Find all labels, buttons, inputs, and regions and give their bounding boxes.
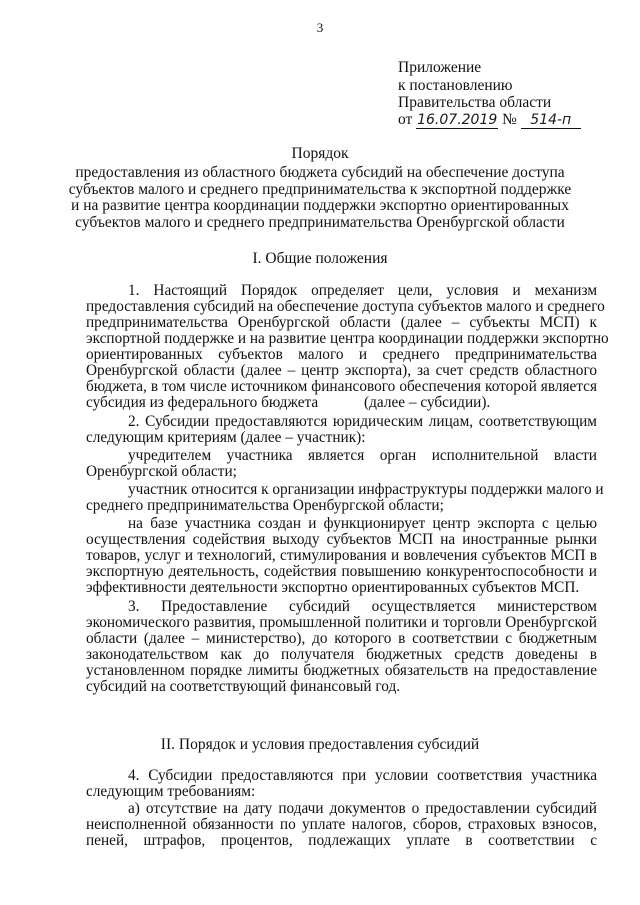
text-line: бюджета, в том числе источником финансового обеспечения которой является <box>86 378 597 395</box>
handwritten-number: 514-п <box>521 112 581 129</box>
section-heading: II. Порядок и условия предоставления субсидий <box>160 736 480 753</box>
text-line: предоставления субсидий на обеспечение доступа субъектов малого и среднего <box>86 298 605 315</box>
text-line: 2. Субсидии предоставляются юридическим лицам, соответствующим <box>128 413 597 430</box>
document-title: Порядок <box>291 145 349 162</box>
appendix-line-1: Приложение <box>398 59 482 76</box>
section-heading: I. Общие положения <box>252 250 388 267</box>
text-line: на базе участника создан и функционирует центр экспорта с целью <box>128 515 597 532</box>
paragraph-1 <box>86 282 609 411</box>
text-line: среднего предпринимательства Оренбургской области; <box>86 497 444 514</box>
appendix-line-3: Правительства области <box>398 94 552 111</box>
page-number: 3 <box>316 20 324 35</box>
title-line: субъектов малого и среднего предпринимательства к экспортной поддержке <box>68 181 572 198</box>
criterion-3 <box>86 516 597 596</box>
text-line: субсидий на соответствующий финансовый год. <box>86 678 401 695</box>
text-line: следующим требованиям: <box>86 783 256 800</box>
text-line: 3. Предоставление субсидий осуществляется министерством <box>128 598 597 615</box>
text-line: Оренбургской области (далее – центр экспорта), за счет средств областного <box>86 362 597 379</box>
title-line: и на развитие центра координации поддержки экспортно ориентированных <box>71 197 569 214</box>
text-line: участник относится к организации инфраструктуры поддержки малого и <box>128 481 604 498</box>
appendix-date-line <box>398 112 581 129</box>
text-line: эффективности деятельности экспортно ориентированных субъектов МСП. <box>86 579 580 596</box>
text-line: законодательством как до получателя бюджетных средств доведены в <box>86 646 597 663</box>
title-line: субъектов малого и среднего предпринимательства Оренбургской области <box>75 214 565 231</box>
text-line: субсидия из федерального бюджета (далее – субсидии). <box>86 394 491 411</box>
date-prefix: от <box>398 111 413 128</box>
text-line: 1. Настоящий Порядок определяет цели, условия и механизм <box>128 282 597 299</box>
text-line: 4. Субсидии предоставляются при условии соответствия участника <box>128 767 597 784</box>
text-line: предпринимательства Оренбургской области (далее – субъекты МСП) к <box>86 314 597 331</box>
text-line: экспортной поддержке и на развитие центра координации поддержки экспортно <box>86 330 609 347</box>
appendix-line-2: к постановлению <box>398 77 513 94</box>
text-line: установленном порядке лимиты бюджетных обязательств на предоставление <box>86 662 597 679</box>
text-line: пеней, штрафов, процентов, подлежащих уплате в соответствии с <box>86 832 597 849</box>
title-line: предоставления из областного бюджета субсидий на обеспечение доступа <box>75 164 565 181</box>
text-line: неисполненной обязанности по уплате налогов, сборов, страховых взносов, <box>86 816 597 833</box>
text-line: осуществления содействия выходу субъектов МСП на иностранные рынки <box>86 531 597 548</box>
paragraph-4 <box>86 768 597 800</box>
text-line: следующим критериям (далее – участник): <box>86 429 366 446</box>
number-prefix: № <box>502 111 517 128</box>
text-line: учредителем участника является орган исполнительной власти <box>128 447 597 464</box>
requirement-a <box>86 801 597 849</box>
text-line: товаров, услуг и технологий, стимулирования и вовлечения субъектов МСП в <box>86 547 597 564</box>
paragraph-2 <box>86 414 597 446</box>
handwritten-date: 16.07.2019 <box>417 112 498 128</box>
text-line: ориентированных субъектов малого и среднего предпринимательства <box>86 346 597 363</box>
paragraph-3 <box>86 599 597 695</box>
text-line: экспортную деятельность, содействия повышению конкурентоспособности и <box>86 563 597 580</box>
text-line: области (далее – министерство), до которого в соответствии с бюджетным <box>86 630 597 647</box>
text-line: Оренбургской области; <box>86 463 237 480</box>
criterion-1 <box>86 448 597 480</box>
text-line: а) отсутствие на дату подачи документов о предоставлении субсидий <box>128 800 597 817</box>
text-line: экономического развития, промышленной политики и торговли Оренбургской <box>86 614 597 631</box>
criterion-2 <box>86 481 604 514</box>
